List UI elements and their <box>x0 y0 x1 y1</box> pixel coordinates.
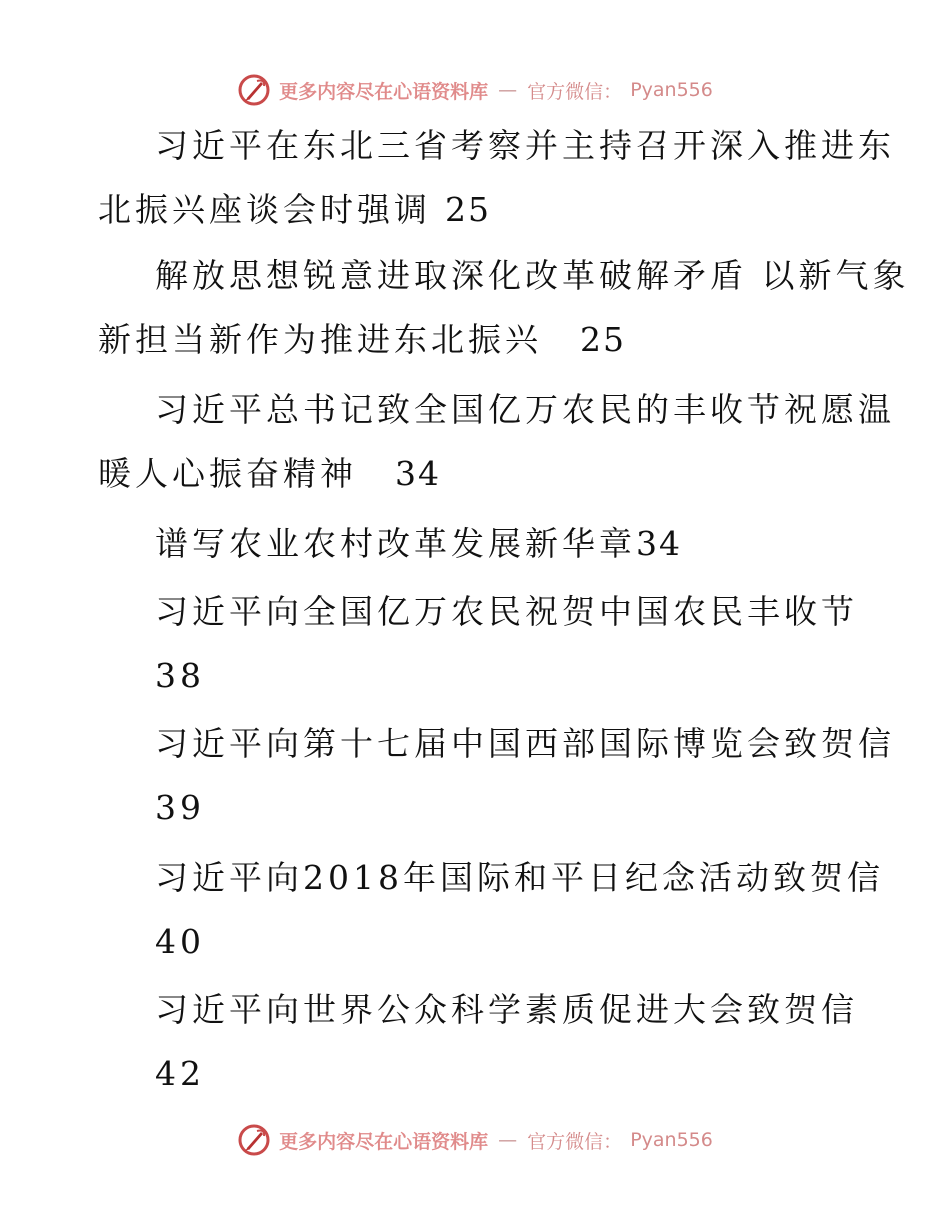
toc-page-number: 38 <box>155 656 205 695</box>
toc-entry-line: 习近平总书记致全国亿万农民的丰收节祝愿温 <box>155 390 895 429</box>
toc-entry[interactable] <box>98 378 895 506</box>
toc-entry-line: 新担当新作为推进东北振兴 <box>98 320 542 359</box>
quill-pen-circle-icon <box>237 1123 271 1157</box>
toc-entry[interactable] <box>98 114 895 242</box>
toc-entry-line: 习近平在东北三省考察并主持召开深入推进东 <box>155 126 895 165</box>
toc-entry-line: 习近平向全国亿万农民祝贺中国农民丰收节 <box>155 592 858 631</box>
toc-entry-line: 北振兴座谈会时强调 <box>98 190 431 229</box>
toc-entry[interactable] <box>155 580 858 708</box>
header-watermark <box>0 70 950 110</box>
watermark-site-text: 更多内容尽在心语资料库 <box>279 1130 489 1153</box>
toc-entry-line: 习近平向第十七届中国西部国际博览会致贺信 <box>155 724 895 763</box>
watermark-wechat-id: Pyan556 <box>630 79 713 101</box>
toc-entry-line-with-page <box>98 308 868 372</box>
toc-entry[interactable] <box>155 846 884 974</box>
watermark-separator: — <box>498 79 518 101</box>
toc-entry-line: 谱写农业农村改革发展新华章 <box>155 524 636 563</box>
quill-pen-circle-icon <box>237 73 271 107</box>
toc-entry-line: 习近平向世界公众科学素质促进大会致贺信 <box>155 990 858 1029</box>
watermark-wechat-label: 官方微信： <box>527 80 623 103</box>
toc-page-number: 25 <box>445 190 491 229</box>
toc-entry-line: 暖人心振奋精神 <box>98 454 357 493</box>
toc-entry-line-with-page <box>155 512 855 576</box>
toc-entry[interactable] <box>155 712 895 840</box>
toc-entry-line-with-page <box>98 442 868 506</box>
toc-page-number: 42 <box>155 1054 205 1093</box>
toc-entry[interactable] <box>98 244 910 372</box>
footer-watermark <box>0 1120 950 1160</box>
watermark-wechat-label: 官方微信： <box>527 1130 623 1153</box>
toc-page-number: 40 <box>155 922 205 961</box>
toc-page-number: 34 <box>636 524 682 563</box>
toc-page-number: 39 <box>155 788 205 827</box>
toc-entry[interactable] <box>155 512 855 576</box>
toc-entry-line-with-page <box>98 178 868 242</box>
toc-entry-line: 习近平向2018年国际和平日纪念活动致贺信 <box>155 858 884 897</box>
toc-page-number: 25 <box>580 320 626 359</box>
watermark-separator: — <box>498 1129 518 1151</box>
toc-entry[interactable] <box>155 978 858 1106</box>
toc-page-number: 34 <box>395 454 441 493</box>
watermark-site-text: 更多内容尽在心语资料库 <box>279 80 489 103</box>
watermark-wechat-id: Pyan556 <box>630 1129 713 1151</box>
toc-entry-line: 解放思想锐意进取深化改革破解矛盾 以新气象 <box>155 256 910 295</box>
